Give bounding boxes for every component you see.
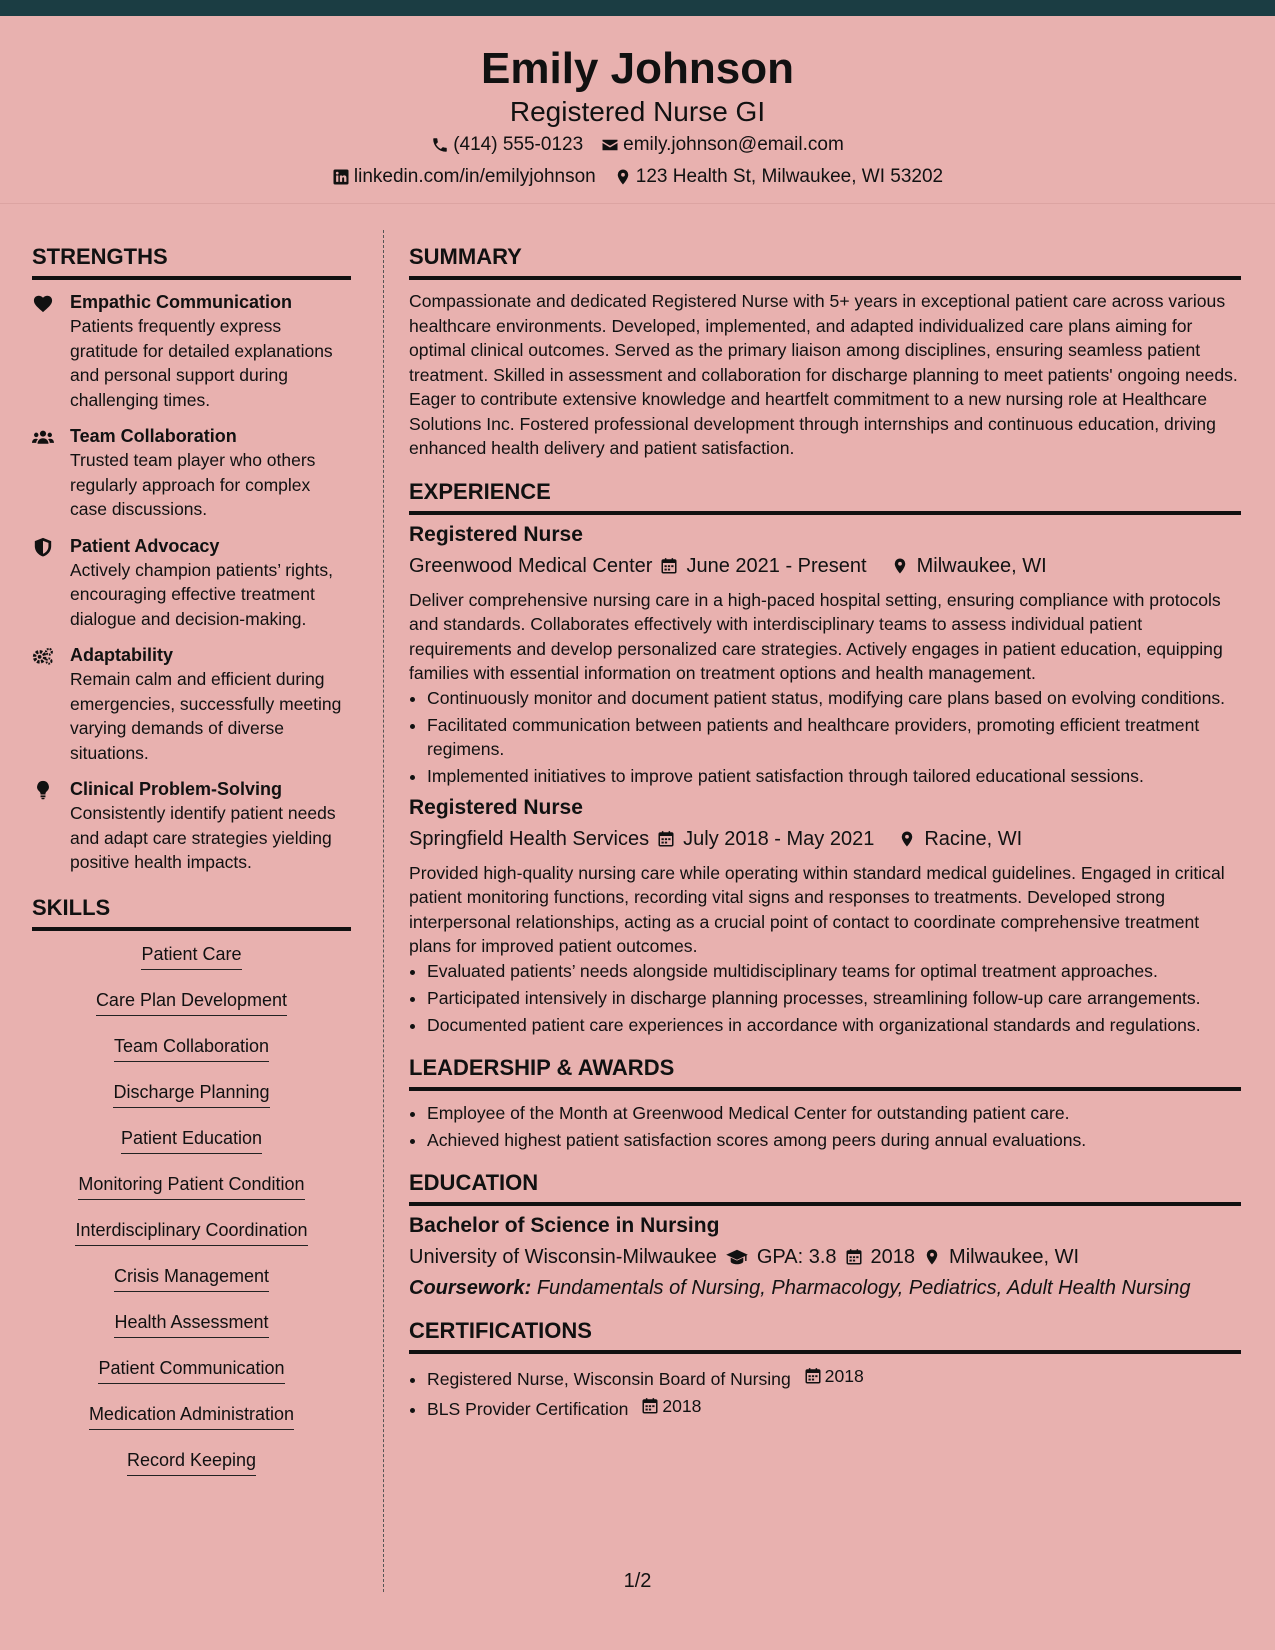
- job-bullet: • Facilitated communication between patients and healthcare providers, promoting efficient treatment regimens.: [427, 713, 1241, 761]
- certification-year: 2018: [662, 1395, 702, 1416]
- address-contact: [614, 166, 943, 188]
- strength-desc: Actively champion patients’ rights, encouraging effective treatment dialogue and decision-making.: [70, 559, 333, 629]
- strength-item: [32, 534, 351, 632]
- job-bullets: [427, 959, 1241, 1037]
- contact-row-2: [0, 166, 1275, 188]
- phone-icon: [431, 136, 449, 154]
- candidate-name: Emily Johnson: [481, 44, 794, 93]
- skill-item: [32, 1173, 351, 1219]
- job-meta: [409, 555, 1241, 578]
- job-bullet: • Continuously monitor and document patient status, modifying care plans based on evolving conditions.: [427, 686, 1241, 710]
- strength-item: [32, 424, 351, 522]
- skill-item: [32, 943, 351, 989]
- job-bullets: [427, 686, 1241, 788]
- coursework-text: Fundamentals of Nursing, Pharmacology, Pediatrics, Adult Health Nursing: [536, 1276, 1191, 1299]
- skill-item: [32, 1081, 351, 1127]
- job-bullet: • Implemented initiatives to improve patient satisfaction through tailored educational sessions.: [427, 764, 1241, 788]
- strength-item: [32, 290, 351, 412]
- strength-title: Empathic Communication: [70, 292, 293, 312]
- leadership-item: • Employee of the Month at Greenwood Medical Center for outstanding patient care.: [427, 1101, 1241, 1125]
- coursework-label: Coursework:: [409, 1276, 532, 1299]
- calendar-icon: [804, 1367, 822, 1385]
- job-bullet: • Documented patient care experiences in accordance with organizational standards and regulations.: [427, 1013, 1241, 1037]
- skill-label: Discharge Planning: [113, 1081, 269, 1108]
- skill-label: Patient Communication: [98, 1357, 284, 1384]
- strength-title: Adaptability: [70, 645, 174, 665]
- job-dates: July 2018 - May 2021: [683, 827, 875, 850]
- map-pin-icon: [923, 1248, 941, 1266]
- job-title: Registered Nurse: [409, 795, 583, 819]
- calendar-icon: [657, 830, 675, 848]
- column-divider: [383, 230, 384, 1592]
- heart-icon: [32, 290, 70, 412]
- job-location: Milwaukee, WI: [916, 554, 1047, 577]
- strength-item: [32, 777, 351, 875]
- skills-heading: SKILLS: [32, 895, 351, 931]
- gears-icon: [32, 643, 70, 765]
- job-location: Racine, WI: [924, 827, 1023, 850]
- skill-item: [32, 1127, 351, 1173]
- strength-desc: Patients frequently express gratitude for detailed explanations and personal support during challenging times.: [70, 316, 333, 410]
- coursework: [409, 1277, 1241, 1300]
- certifications-heading: CERTIFICATIONS: [409, 1318, 1241, 1354]
- lightbulb-icon: [32, 777, 70, 875]
- calendar-icon: [845, 1248, 863, 1266]
- resume-header: [0, 16, 1275, 204]
- strengths-heading: STRENGTHS: [32, 244, 351, 280]
- linkedin-contact[interactable]: [332, 166, 596, 188]
- users-icon: [32, 424, 70, 522]
- strength-desc: Trusted team player who others regularly approach for complex case discussions.: [70, 450, 316, 519]
- skill-item: [32, 1219, 351, 1265]
- skill-item: [32, 1449, 351, 1495]
- skill-label: Record Keeping: [127, 1449, 256, 1476]
- skill-item: [32, 1265, 351, 1311]
- leadership-heading: LEADERSHIP & AWARDS: [409, 1055, 1241, 1091]
- school-name: University of Wisconsin-Milwaukee: [409, 1245, 717, 1268]
- school-location: Milwaukee, WI: [949, 1245, 1080, 1268]
- page-number: 1/2: [623, 1570, 652, 1592]
- skill-item: [32, 1035, 351, 1081]
- certification-date: [804, 1364, 864, 1388]
- job-company: Springfield Health Services: [409, 827, 650, 850]
- certification-date: [641, 1394, 701, 1418]
- strength-title: Team Collaboration: [70, 426, 237, 446]
- calendar-icon: [660, 557, 678, 575]
- job-bullet: • Evaluated patients’ needs alongside multidisciplinary teams for optimal treatment approaches.: [427, 959, 1241, 983]
- phone-contact: [431, 134, 583, 156]
- certification-name: Registered Nurse, Wisconsin Board of Nursing: [427, 1368, 791, 1389]
- skill-item: [32, 1357, 351, 1403]
- job-meta: [409, 828, 1241, 851]
- gpa-text: GPA: 3.8: [756, 1245, 837, 1268]
- job-description: Provided high-quality nursing care while operating within standard medical guidelines. Engaged in critical patient monitoring functions, recording vital signs and responses to treatments. Developed strong interpersonal relationships, acting as a crucial point of contact to coordinate comprehensive treatment plans for improved patient outcomes.: [409, 862, 1225, 956]
- skill-item: [32, 1403, 351, 1449]
- strength-item: [32, 643, 351, 765]
- contact-row-1: [0, 134, 1275, 156]
- linkedin-icon: [332, 168, 350, 186]
- degree-title: Bachelor of Science in Nursing: [409, 1213, 720, 1237]
- skill-label: Interdisciplinary Coordination: [75, 1219, 307, 1246]
- email-text[interactable]: emily.johnson@email.com: [623, 134, 844, 155]
- leadership-list: [427, 1101, 1241, 1152]
- skill-label: Monitoring Patient Condition: [78, 1173, 304, 1200]
- certification-name: BLS Provider Certification: [427, 1398, 629, 1419]
- map-pin-icon: [898, 830, 916, 848]
- candidate-title: Registered Nurse GI: [509, 96, 766, 127]
- graduation-cap-icon: [725, 1248, 749, 1266]
- envelope-icon: [601, 136, 619, 154]
- skill-label: Care Plan Development: [96, 989, 287, 1016]
- job-title: Registered Nurse: [409, 522, 583, 546]
- top-bar: [0, 0, 1275, 16]
- map-pin-icon: [891, 557, 909, 575]
- left-column: [32, 244, 351, 1495]
- skill-label: Health Assessment: [114, 1311, 268, 1338]
- strength-desc: Remain calm and efficient during emergencies, successfully meeting varying demands of diverse situations.: [70, 669, 342, 763]
- map-pin-icon: [614, 168, 632, 186]
- leadership-item: • Achieved highest patient satisfaction scores among peers during annual evaluations.: [427, 1128, 1241, 1152]
- address-text: 123 Health St, Milwaukee, WI 53202: [635, 166, 944, 187]
- experience-heading: EXPERIENCE: [409, 479, 1241, 515]
- certifications-list: [427, 1364, 1241, 1421]
- skill-label: Patient Education: [121, 1127, 262, 1154]
- job-dates: June 2021 - Present: [686, 554, 867, 577]
- job-bullet: • Participated intensively in discharge planning processes, streamlining follow-up care arrangements.: [427, 986, 1241, 1010]
- certification-item: [427, 1364, 1241, 1391]
- education-heading: EDUCATION: [409, 1170, 1241, 1206]
- job-company: Greenwood Medical Center: [409, 554, 653, 577]
- right-column: [409, 244, 1241, 1424]
- linkedin-text[interactable]: linkedin.com/in/emilyjohnson: [353, 166, 596, 187]
- skill-item: [32, 1311, 351, 1357]
- skills-list: [32, 943, 351, 1495]
- job-description: Deliver comprehensive nursing care in a high-paced hospital setting, ensuring compliance with protocols and standards. Collaborates effectively with interdisciplinary teams to assess individual patient requirements and develop personalized care strategies. Actively engages in patient education, equipping families with essential information on treatment options and health management.: [409, 589, 1223, 683]
- strength-desc: Consistently identify patient needs and adapt care strategies yielding positive health impacts.: [70, 803, 336, 872]
- job-entry: [409, 796, 1241, 1037]
- skill-label: Team Collaboration: [114, 1035, 269, 1062]
- strength-title: Clinical Problem-Solving: [70, 779, 283, 799]
- phone-text: (414) 555-0123: [453, 134, 584, 155]
- calendar-icon: [641, 1397, 659, 1415]
- skill-item: [32, 989, 351, 1035]
- education-meta: [409, 1246, 1241, 1269]
- job-entry: [409, 523, 1241, 788]
- summary-text: Compassionate and dedicated Registered Nurse with 5+ years in exceptional patient care across various healthcare environments. Developed, implemented, and adapted individualized care plans aiming for optimal clinical outcomes. Served as the primary liaison among disciplines, ensuring seamless patient treatment. Skilled in assessment and collaboration for discharge planning to meet patients' ongoing needs. Eager to contribute extensive knowledge and heartfelt commitment to a new nursing role at Healthcare Solutions Inc. Fostered professional development through internships and continuous education, driving enhanced health delivery and patient satisfaction.: [409, 291, 1238, 458]
- skill-label: Medication Administration: [89, 1403, 294, 1430]
- skill-label: Crisis Management: [114, 1265, 269, 1292]
- email-contact[interactable]: [601, 134, 844, 156]
- shield-icon: [32, 534, 70, 632]
- summary-heading: SUMMARY: [409, 244, 1241, 280]
- certification-year: 2018: [824, 1365, 864, 1386]
- skill-label: Patient Care: [141, 943, 241, 970]
- strength-title: Patient Advocacy: [70, 535, 220, 556]
- graduation-year: 2018: [870, 1245, 916, 1268]
- certification-item: [427, 1394, 1241, 1421]
- strengths-list: [32, 290, 351, 875]
